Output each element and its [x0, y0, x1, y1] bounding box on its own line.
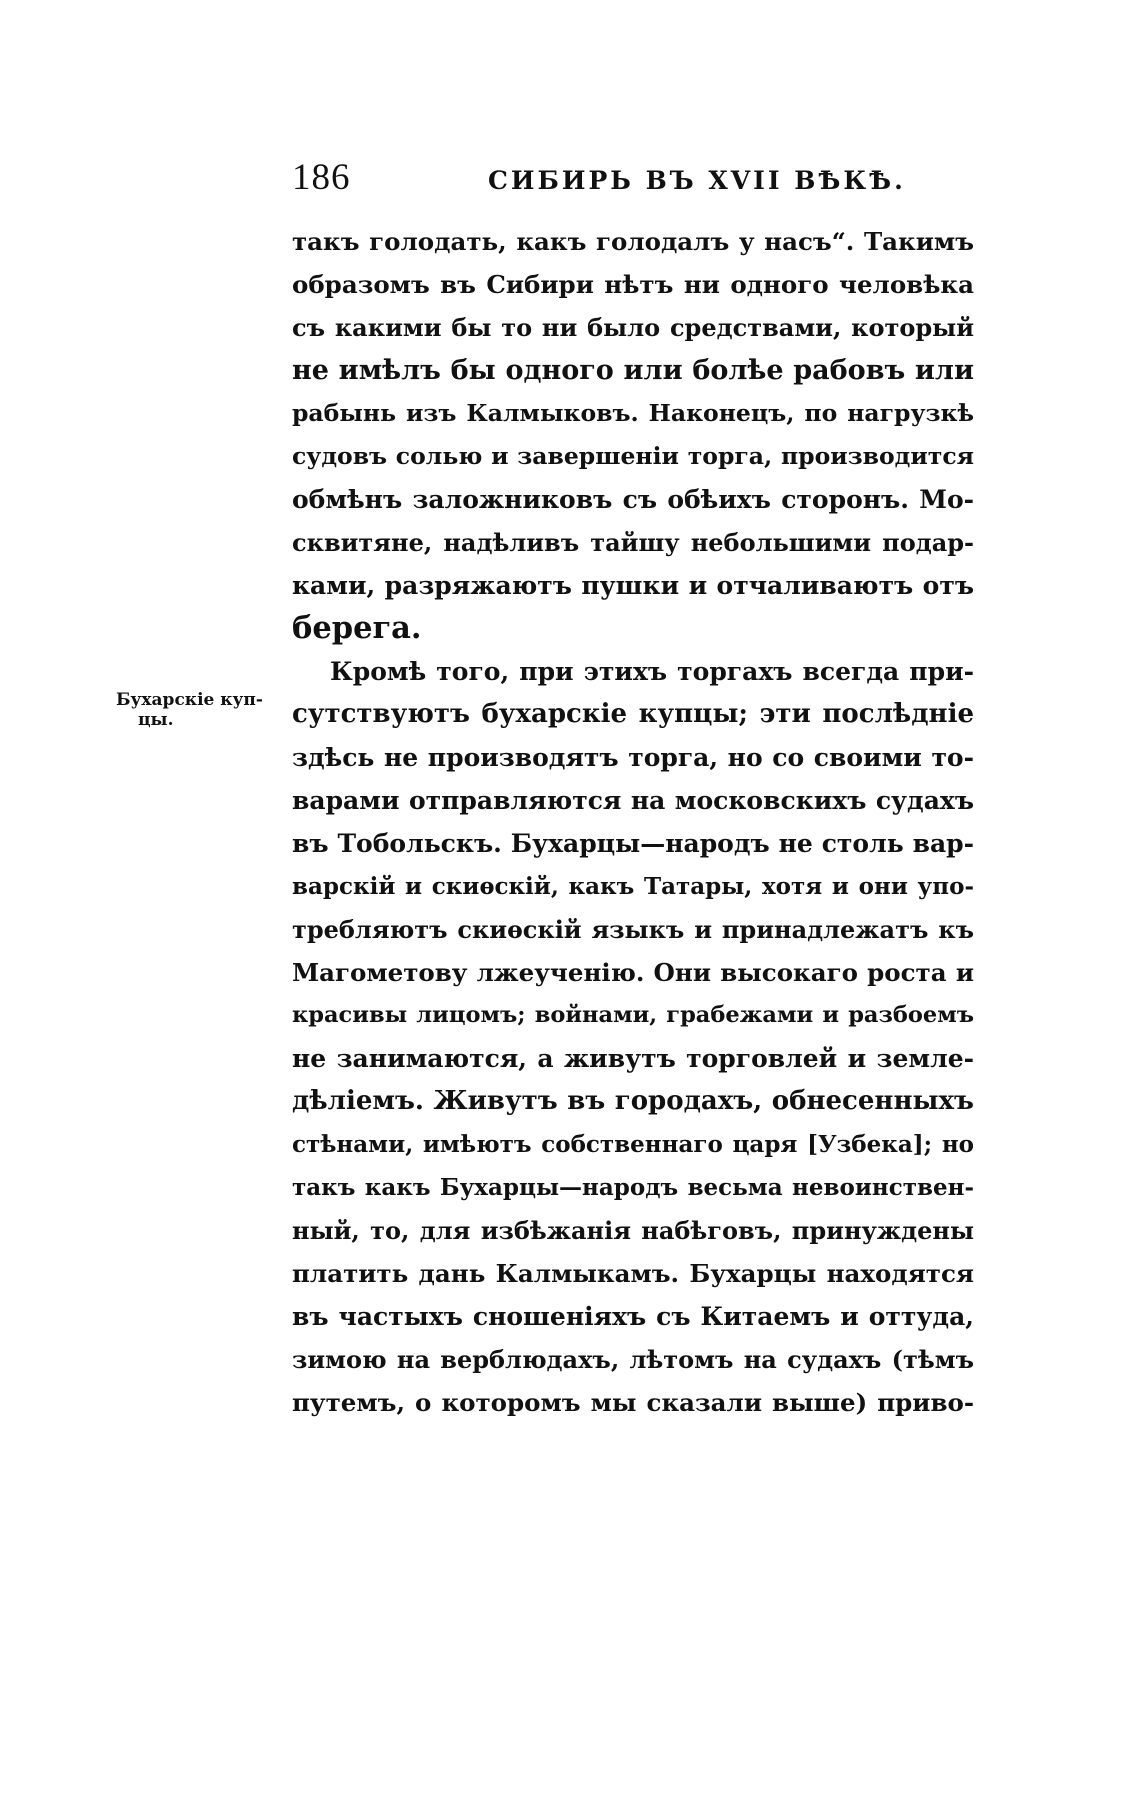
- page-number: 186: [292, 157, 351, 198]
- text-line: ками, разряжаютъ пушки и отчаливаютъ отъ: [292, 571, 974, 600]
- text-line: стѣнами, имѣютъ собственнаго царя [Узбека]; но: [292, 1131, 974, 1158]
- text-line: не занимаются, а живутъ торговлей и земле-: [292, 1044, 974, 1073]
- text-line: красивы лицомъ; войнами, грабежами и разбоемъ: [292, 1002, 974, 1028]
- running-header: [292, 156, 992, 206]
- text-line: дѣліемъ. Живутъ въ городахъ, обнесенныхъ: [292, 1086, 974, 1116]
- body-text: [292, 220, 974, 1424]
- text-line: требляютъ скиѳскій языкъ и принадлежатъ къ: [292, 915, 974, 944]
- text-line: ный, то, для избѣжанія набѣговъ, принуждены: [292, 1216, 974, 1245]
- text-line: въ частыхъ сношеніяхъ съ Китаемъ и оттуда,: [292, 1302, 974, 1331]
- text-line: судовъ солью и завершеніи торга, производится: [292, 442, 974, 470]
- margin-note-line-1: Бухарскіе куп-: [116, 690, 263, 710]
- text-line: рабынь изъ Калмыковъ. Наконецъ, по нагрузкѣ: [292, 399, 974, 427]
- text-line: сутствуютъ бухарскіе купцы; эти послѣдніе: [292, 699, 974, 729]
- paragraph-end-line: берега.: [292, 610, 422, 646]
- text-line: сквитяне, надѣливъ тайшу небольшими подар-: [292, 528, 974, 557]
- text-line: путемъ, о которомъ мы сказали выше) приво-: [292, 1388, 974, 1417]
- text-line: платить дань Калмыкамъ. Бухарцы находятся: [292, 1259, 974, 1288]
- text-line: зимою на верблюдахъ, лѣтомъ на судахъ (тѣмъ: [292, 1345, 974, 1374]
- text-line: обмѣнъ заложниковъ съ обѣихъ сторонъ. Мо-: [292, 485, 974, 514]
- margin-note-line-2: цы.: [138, 710, 174, 730]
- text-line: такъ какъ Бухарцы—народъ весьма невоинствен-: [292, 1174, 974, 1201]
- paragraph-start-line: Кромѣ того, при этихъ торгахъ всегда при-: [330, 657, 974, 686]
- text-line: образомъ въ Сибири нѣтъ ни одного человѣка: [292, 270, 974, 299]
- text-line: такъ голодать, какъ голодалъ у насъ“. Такимъ: [292, 227, 974, 256]
- text-line: съ какими бы то ни было средствами, который: [292, 313, 974, 342]
- text-line: въ Тобольскъ. Бухарцы—народъ не столь вар-: [292, 829, 974, 858]
- running-title: СИБИРЬ ВЪ XVII ВѢКѢ.: [488, 166, 906, 195]
- text-line: не имѣлъ бы одного или болѣе рабовъ или: [292, 355, 974, 386]
- margin-note: [116, 690, 296, 730]
- text-line: здѣсь не производятъ торга, но со своими то-: [292, 743, 974, 772]
- text-line: варскій и скиѳскій, какъ Татары, хотя и они упо-: [292, 873, 974, 900]
- text-line: варами отправляются на московскихъ судахъ: [292, 786, 974, 815]
- text-line: Магометову лжеученію. Они высокаго роста и: [292, 958, 974, 987]
